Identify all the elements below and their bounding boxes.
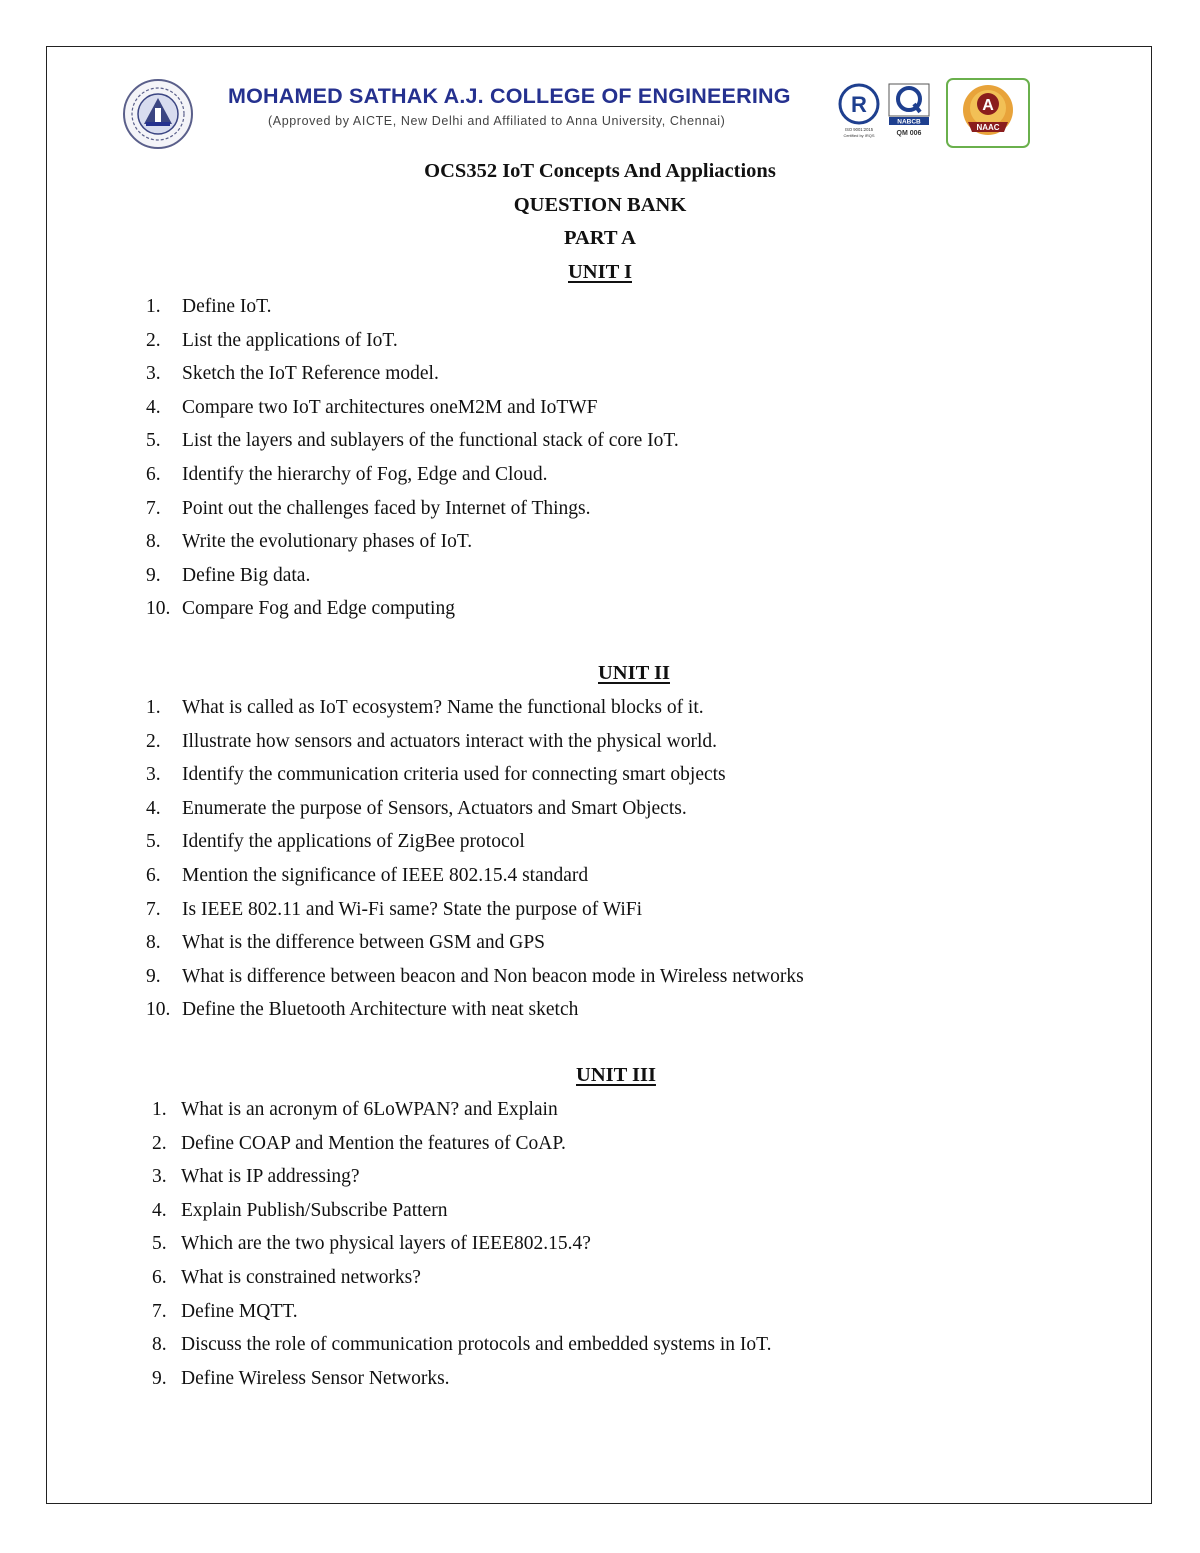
question-item: 7. Is IEEE 802.11 and Wi-Fi same? State the purpose of WiFi <box>146 898 643 920</box>
course-title: OCS352 IoT Concepts And Appliactions <box>424 160 776 182</box>
college-header <box>120 72 1040 152</box>
question-item: 3. Sketch the IoT Reference model. <box>146 363 439 385</box>
unit-heading: UNIT I <box>568 261 632 283</box>
question-item: 1. What is an acronym of 6LoWPAN? and Explain <box>152 1099 558 1120</box>
nabcb-label: NABCB <box>897 118 921 126</box>
question-item: 1. Define IoT. <box>146 296 272 317</box>
question-item: 6. What is constrained networks? <box>152 1266 421 1288</box>
college-affiliation: (Approved by AICTE, New Delhi and Affiliated to Anna University, Chennai) <box>268 114 726 128</box>
question-item: 9. What is difference between beacon and Non beacon mode in Wireless networks <box>146 965 804 987</box>
question-item: 5. List the layers and sublayers of the functional stack of core IoT. <box>146 430 679 452</box>
unit-heading: UNIT III <box>576 1064 656 1086</box>
irqs-text: ISO 9001:2015 <box>844 127 874 132</box>
question-bank-title: QUESTION BANK <box>513 194 687 216</box>
question-item: 8. Discuss the role of communication protocols and embedded systems in IoT. <box>152 1334 772 1356</box>
svg-text:Certified by IRQS: Certified by IRQS <box>843 133 875 138</box>
question-item: 4. Enumerate the purpose of Sensors, Actuators and Smart Objects. <box>146 797 687 819</box>
naac-grade: A <box>982 97 994 114</box>
part-title: PART A <box>564 227 636 249</box>
question-item: 9. Define Big data. <box>146 564 311 586</box>
question-item: 6. Mention the significance of IEEE 802.15.4 standard <box>146 864 589 886</box>
question-item: 2. List the applications of IoT. <box>146 329 398 351</box>
unit-3-question-list <box>152 1093 771 1395</box>
question-item: 3. Identify the communication criteria used for connecting smart objects <box>146 764 726 786</box>
question-item: 1. What is called as IoT ecosystem? Name the functional blocks of it. <box>146 697 704 718</box>
naac-label: NAAC <box>976 123 1000 132</box>
question-item: 6. Identify the hierarchy of Fog, Edge and Cloud. <box>146 463 548 485</box>
college-name: MOHAMED SATHAK A.J. COLLEGE OF ENGINEERING <box>228 84 791 108</box>
unit-1-question-list <box>146 290 679 626</box>
nabcb-code: QM 006 <box>896 130 922 137</box>
question-item: 5. Which are the two physical layers of IEEE802.15.4? <box>152 1233 591 1255</box>
question-item: 3. What is IP addressing? <box>152 1166 360 1188</box>
question-item: 8. Write the evolutionary phases of IoT. <box>146 531 473 553</box>
question-item: 10. Define the Bluetooth Architecture with neat sketch <box>146 999 579 1021</box>
question-item: 2. Define COAP and Mention the features of CoAP. <box>152 1132 566 1154</box>
unit-heading: UNIT II <box>598 662 670 684</box>
question-item: 8. What is the difference between GSM and GPS <box>146 932 546 954</box>
naac-grade-logo <box>946 78 1030 148</box>
question-item: 10. Compare Fog and Edge computing <box>146 598 455 620</box>
question-item: 9. Define Wireless Sensor Networks. <box>152 1367 450 1389</box>
question-item: 5. Identify the applications of ZigBee protocol <box>146 831 525 853</box>
question-item: 4. Compare two IoT architectures oneM2M and IoTWF <box>146 396 598 418</box>
unit-2-question-list <box>146 691 804 1027</box>
irqs-certification-logo <box>836 82 882 140</box>
college-emblem-logo <box>122 78 194 150</box>
svg-text:R: R <box>851 92 867 117</box>
question-item: 4. Explain Publish/Subscribe Pattern <box>152 1199 448 1221</box>
question-item: 7. Point out the challenges faced by Internet of Things. <box>146 497 591 519</box>
nabcb-logo <box>886 82 932 140</box>
question-item: 7. Define MQTT. <box>152 1300 298 1322</box>
question-item: 2. Illustrate how sensors and actuators interact with the physical world. <box>146 730 718 752</box>
